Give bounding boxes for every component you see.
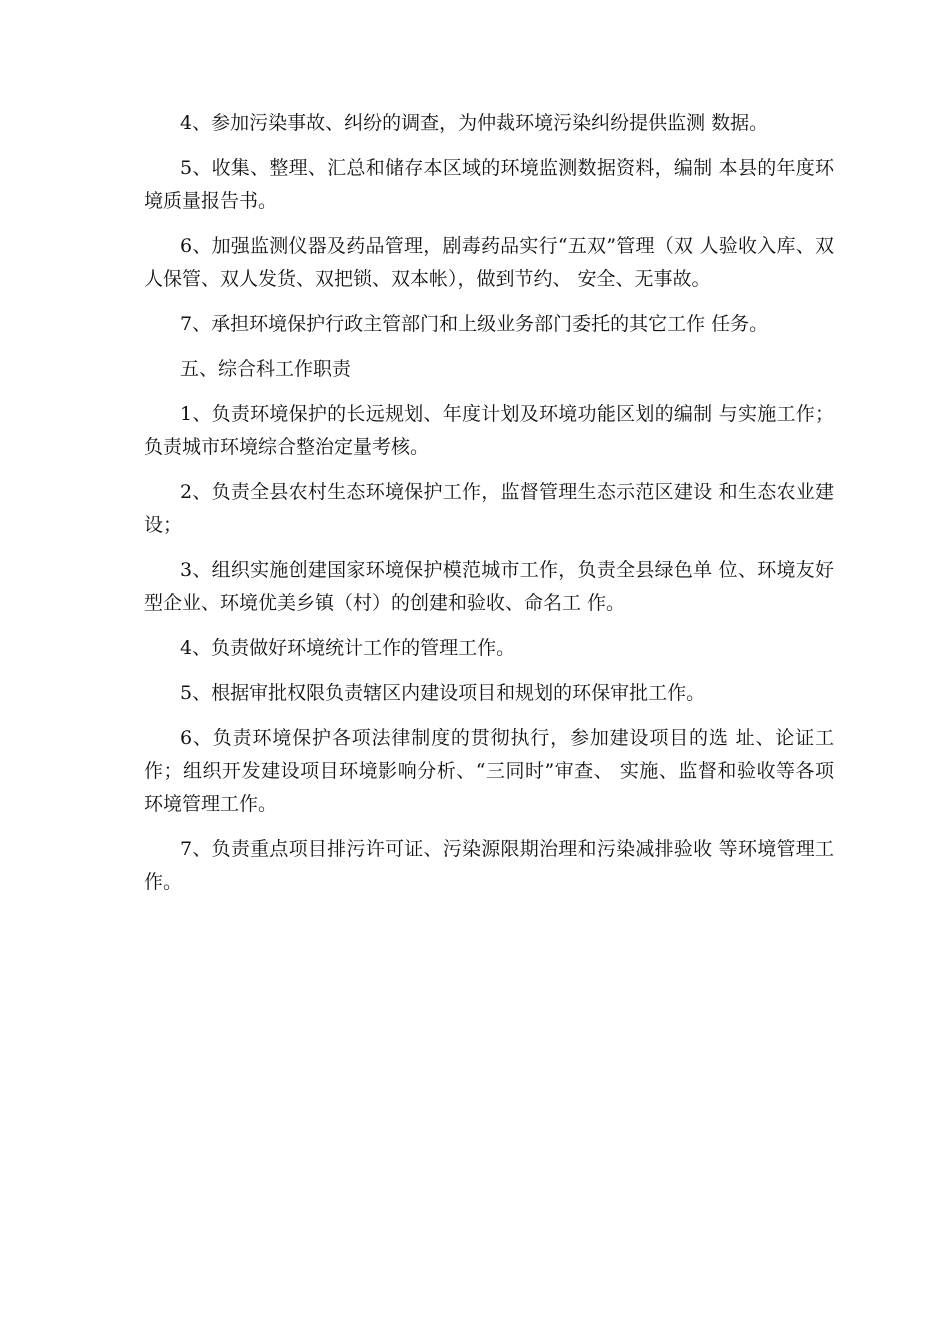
paragraph-monitoring-item-4: 4、参加污染事故、纠纷的调查，为仲裁环境污染纠纷提供监测 数据。 — [180, 112, 769, 134]
paragraph-monitoring-item-6: 6、加强监测仪器及药品管理，剧毒药品实行“五双”管理（双 人验收入库、双人保管、双人发货、双把锁、双本帐），做到节约、 安全、无事故。 — [144, 235, 834, 290]
paragraph-comprehensive-item-3: 3、组织实施创建国家环境保护模范城市工作，负责全县绿色单 位、环境友好型企业、环境优美乡镇（村）的创建和验收、命名工 作。 — [144, 559, 834, 614]
document-page — [144, 107, 834, 911]
paragraph-comprehensive-item-2: 2、负责全县农村生态环境保护工作，监督管理生态示范区建设 和生态农业建设； — [144, 481, 834, 536]
paragraph-comprehensive-item-5: 5、根据审批权限负责辖区内建设项目和规划的环保审批工作。 — [180, 682, 706, 704]
paragraph-comprehensive-item-7: 7、负责重点项目排污许可证、污染源限期治理和污染减排验收 等环境管理工作。 — [144, 838, 834, 893]
paragraph-comprehensive-item-4: 4、负责做好环境统计工作的管理工作。 — [180, 637, 516, 659]
section-heading-comprehensive-dept: 五、综合科工作职责 — [180, 358, 352, 380]
paragraph-comprehensive-item-1: 1、负责环境保护的长远规划、年度计划及环境功能区划的编制 与实施工作；负责城市环境综合整治定量考核。 — [144, 403, 834, 458]
paragraph-monitoring-item-5: 5、收集、整理、汇总和储存本区域的环境监测数据资料，编制 本县的年度环境质量报告书。 — [144, 157, 834, 212]
paragraph-monitoring-item-7: 7、承担环境保护行政主管部门和上级业务部门委托的其它工作 任务。 — [180, 313, 769, 335]
paragraph-comprehensive-item-6: 6、负责环境保护各项法律制度的贯彻执行，参加建设项目的选 址、论证工作；组织开发建设项目环境影响分析、“三同时”审查、 实施、监督和验收等各项环境管理工作。 — [144, 727, 834, 815]
